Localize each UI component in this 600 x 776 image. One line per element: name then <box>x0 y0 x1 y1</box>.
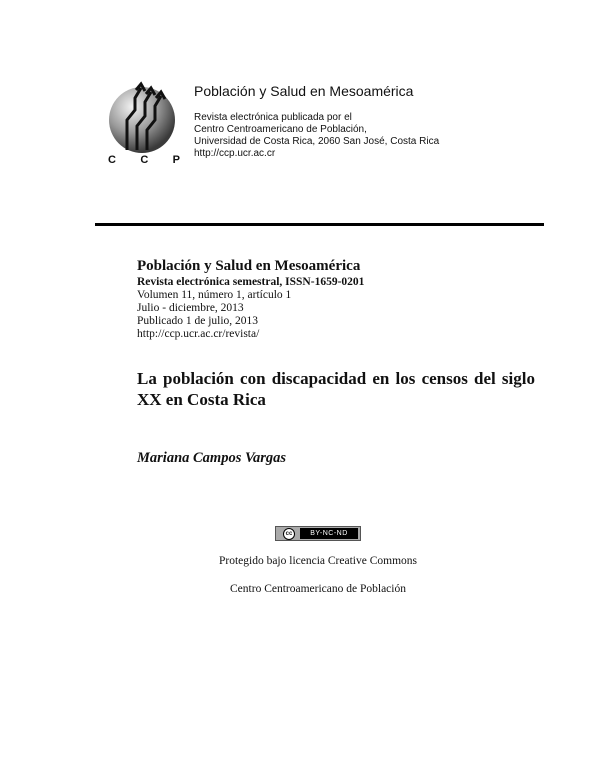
journal-info <box>137 257 364 341</box>
article-author: Mariana Campos Vargas <box>137 450 287 466</box>
horizontal-rule <box>95 223 544 226</box>
cc-license-badge[interactable] <box>275 526 361 541</box>
header-line: Universidad de Costa Rica, 2060 San José, Costa Rica <box>194 136 440 147</box>
logo-letters <box>108 154 180 166</box>
logo-letter: P <box>172 154 180 166</box>
cc-icon-text: cc <box>283 528 295 540</box>
journal-published: Publicado 1 de julio, 2013 <box>137 315 259 327</box>
logo-letter: C <box>108 154 116 166</box>
journal-period: Julio - diciembre, 2013 <box>137 302 244 314</box>
header-url[interactable]: http://ccp.ucr.ac.cr <box>194 148 276 159</box>
journal-title: Población y Salud en Mesoamérica <box>137 258 361 274</box>
journal-subtitle: Revista electrónica semestral, ISSN-1659-0201 <box>137 276 365 288</box>
header-info <box>194 112 439 160</box>
publisher-name: Centro Centroamericano de Población <box>230 583 406 595</box>
journal-volume: Volumen 11, número 1, artículo 1 <box>137 289 292 301</box>
license-text: Protegido bajo licencia Creative Commons <box>218 555 417 567</box>
journal-url[interactable]: http://ccp.ucr.ac.cr/revista/ <box>137 328 260 340</box>
header-line: Revista electrónica publicada por el <box>194 112 352 123</box>
cc-icon <box>279 527 299 540</box>
header-title: Población y Salud en Mesoamérica <box>194 83 414 99</box>
article-title: La población con discapacidad en los censos del siglo XX en Costa Rica <box>137 369 535 409</box>
logo-letter: C <box>140 154 149 166</box>
license-terms: BY-NC-ND <box>300 528 358 539</box>
header-line: Centro Centroamericano de Población, <box>194 124 367 135</box>
